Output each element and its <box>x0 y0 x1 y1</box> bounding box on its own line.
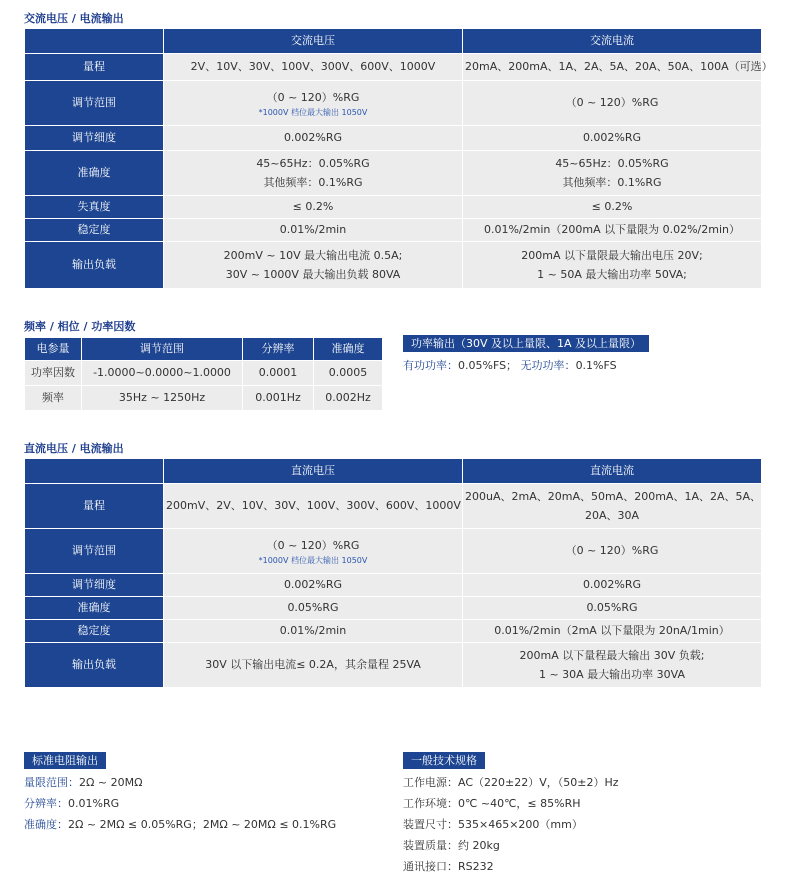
ac-row-label: 稳定度 <box>25 219 163 241</box>
ac-row-label: 准确度 <box>25 151 163 195</box>
ac-current-cell: 20mA、200mA、1A、2A、5A、20A、50A、100A（可选） <box>463 54 761 80</box>
ac-load-line1: 200mA 以下量限最大输出电压 20V; <box>521 248 703 262</box>
freq-cell: 0.0005 <box>314 361 382 385</box>
ac-row-label: 量程 <box>25 54 163 80</box>
dc-row-label: 准确度 <box>25 597 163 619</box>
ac-current-cell: 0.01%/2min（200mA 以下量限为 0.02%/2min） <box>463 219 761 241</box>
spec-label: 工作环境： <box>403 797 458 810</box>
freq-cell: 35Hz ~ 1250Hz <box>82 386 242 410</box>
resistance-res-value: 0.01%RG <box>68 797 120 810</box>
dc-current-cell: 0.05%RG <box>463 597 761 619</box>
power-line <box>403 357 617 373</box>
freq-header: 电参量 <box>25 338 81 360</box>
freq-header: 分辨率 <box>243 338 313 360</box>
freq-cell: 0.001Hz <box>243 386 313 410</box>
general-spec-line <box>403 816 583 832</box>
spec-label: 工作电源： <box>403 776 458 789</box>
active-power-value: 0.05%FS； <box>458 359 518 372</box>
dc-voltage-cell: 0.05%RG <box>164 597 462 619</box>
dc-voltage-cell: 0.01%/2min <box>164 620 462 642</box>
ac-range-note: *1000V 档位最大输出 1050V <box>258 108 368 118</box>
dc-voltage-cell: 0.002%RG <box>164 574 462 596</box>
resistance-acc-line <box>24 816 336 832</box>
ac-load-line2: 30V ~ 1000V 最大输出负载 80VA <box>225 268 401 281</box>
dc-row-label: 调节细度 <box>25 574 163 596</box>
freq-cell: 频率 <box>25 386 81 410</box>
dc-range-line2: 20A、30A <box>584 509 640 522</box>
reactive-power-value: 0.1%FS <box>575 359 617 372</box>
freq-table <box>24 337 383 411</box>
dc-voltage-cell <box>164 529 462 573</box>
general-spec-line <box>403 858 494 874</box>
ac-col-current: 交流电流 <box>463 29 761 53</box>
ac-row-label: 调节范围 <box>25 81 163 125</box>
ac-table <box>24 28 773 289</box>
freq-header: 准确度 <box>314 338 382 360</box>
spec-value: AC（220±22）V，（50±2）Hz <box>458 776 619 789</box>
ac-col-voltage: 交流电压 <box>164 29 462 53</box>
ac-accuracy-line2: 其他频率：0.1%RG <box>263 176 363 189</box>
ac-load-line1: 200mV ~ 10V 最大输出电流 0.5A; <box>223 248 403 262</box>
dc-current-cell: 0.01%/2min（2mA 以下量限为 20nA/1min） <box>463 620 761 642</box>
spec-label: 装置尺寸： <box>403 818 458 831</box>
resistance-res-label: 分辨率： <box>24 797 68 810</box>
ac-current-cell <box>463 242 761 288</box>
dc-load-line1: 200mA 以下量程最大输出 30V 负载; <box>519 648 705 662</box>
ac-voltage-cell: 0.002%RG <box>164 126 462 150</box>
resistance-badge: 标准电阻输出 <box>24 752 106 769</box>
general-spec-line <box>403 774 619 790</box>
ac-row-label: 失真度 <box>25 196 163 218</box>
spec-value: 约 20kg <box>458 839 500 852</box>
ac-load-line2: 1 ~ 50A 最大输出功率 50VA; <box>537 268 687 281</box>
active-power-label: 有功功率： <box>403 359 458 372</box>
dc-current-cell <box>463 643 761 687</box>
dc-range-line1: 200uA、2mA、20mA、50mA、200mA、1A、2A、5A、 <box>465 489 762 503</box>
resistance-acc-value: 2Ω ~ 2MΩ ≤ 0.05%RG；2MΩ ~ 20MΩ ≤ 0.1%RG <box>68 818 337 831</box>
freq-cell: 0.002Hz <box>314 386 382 410</box>
resistance-acc-label: 准确度： <box>24 818 68 831</box>
resistance-range-value: 2Ω ~ 20MΩ <box>79 776 143 789</box>
ac-voltage-cell <box>164 81 462 125</box>
dc-col-current: 直流电流 <box>463 459 761 483</box>
dc-current-cell: （0 ~ 120）%RG <box>463 529 761 573</box>
ac-row-label: 调节细度 <box>25 126 163 150</box>
spec-value: 0℃ ~40℃，≤ 85%RH <box>458 797 581 810</box>
reactive-power-label: 无功功率： <box>520 359 576 372</box>
dc-current-cell: 0.002%RG <box>463 574 761 596</box>
dc-col-voltage: 直流电压 <box>164 459 462 483</box>
ac-section-title: 交流电压 / 电流输出 <box>24 12 124 25</box>
resistance-res-line <box>24 795 119 811</box>
dc-table <box>24 458 762 688</box>
ac-voltage-cell: 0.01%/2min <box>164 219 462 241</box>
spec-label: 通讯接口： <box>403 860 458 873</box>
general-spec-line <box>403 837 500 853</box>
ac-corner <box>25 29 163 53</box>
ac-voltage-cell <box>164 151 462 195</box>
resistance-range-line <box>24 774 143 790</box>
dc-voltage-cell: 30V 以下输出电流≤ 0.2A，其余量程 25VA <box>164 643 462 687</box>
dc-adjust-note: *1000V 档位最大输出 1050V <box>258 556 368 566</box>
ac-current-cell: 0.002%RG <box>463 126 761 150</box>
dc-row-label: 输出负载 <box>25 643 163 687</box>
dc-row-label: 调节范围 <box>25 529 163 573</box>
ac-voltage-cell: 2V、10V、30V、100V、300V、600V、1000V <box>164 54 462 80</box>
ac-current-cell: ≤ 0.2% <box>463 196 761 218</box>
dc-load-line2: 1 ~ 30A 最大输出功率 30VA <box>538 668 686 681</box>
ac-range-value: （0 ~ 120）%RG <box>266 90 360 104</box>
dc-row-label: 量程 <box>25 484 163 528</box>
power-badge: 功率输出（30V 及以上量限、1A 及以上量限） <box>403 335 649 352</box>
general-spec-line <box>403 795 581 811</box>
ac-accuracy-line2: 其他频率：0.1%RG <box>562 176 662 189</box>
ac-row-label: 输出负载 <box>25 242 163 288</box>
freq-cell: 0.0001 <box>243 361 313 385</box>
dc-adjust-value: （0 ~ 120）%RG <box>266 538 360 552</box>
dc-section-title: 直流电压 / 电流输出 <box>24 442 124 455</box>
ac-accuracy-line1: 45~65Hz：0.05%RG <box>256 156 370 170</box>
freq-cell: -1.0000~0.0000~1.0000 <box>82 361 242 385</box>
dc-voltage-cell: 200mV、2V、10V、30V、100V、300V、600V、1000V <box>164 484 462 528</box>
spec-label: 装置质量： <box>403 839 458 852</box>
spec-value: RS232 <box>458 860 494 873</box>
spec-value: 535×465×200（mm） <box>458 818 583 831</box>
ac-voltage-cell: ≤ 0.2% <box>164 196 462 218</box>
ac-current-cell <box>463 151 761 195</box>
dc-corner <box>25 459 163 483</box>
freq-cell: 功率因数 <box>25 361 81 385</box>
freq-header: 调节范围 <box>82 338 242 360</box>
resistance-range-label: 量限范围： <box>24 776 79 789</box>
dc-current-cell <box>463 484 761 528</box>
ac-voltage-cell <box>164 242 462 288</box>
general-badge: 一般技术规格 <box>403 752 485 769</box>
dc-row-label: 稳定度 <box>25 620 163 642</box>
ac-current-cell: （0 ~ 120）%RG <box>463 81 761 125</box>
ac-accuracy-line1: 45~65Hz：0.05%RG <box>555 156 669 170</box>
freq-section-title: 频率 / 相位 / 功率因数 <box>24 320 136 333</box>
